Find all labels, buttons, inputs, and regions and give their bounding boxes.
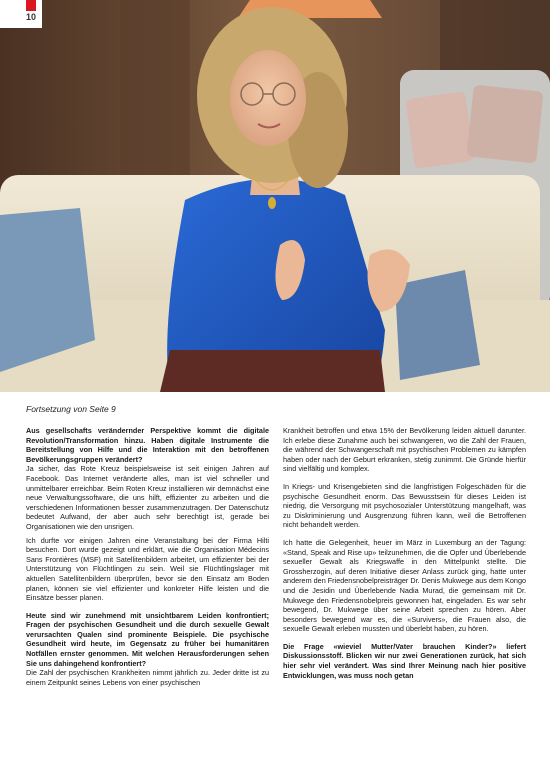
article-body <box>26 426 526 771</box>
patterned-cushion <box>395 270 480 380</box>
answer-paragraph: Krankheit betroffen und etwa 15% der Bevölkerung leiden aktuell darunter. Ich erlebe diese Zunahme auch bei schwangeren, wo die Zahl der Frauen, die während der Schwangerschaft mit psychischen Problemen zu kämpfen haben oder nach der Geburt erkranken, stetig zunimmt. Die Gründe hierfür sind vielfältig und komplex. <box>283 426 526 474</box>
patterned-skirt <box>160 350 385 392</box>
answer-paragraph: In Kriegs- und Krisengebieten sind die langfristigen Folgeschäden für die psychische Gesundheit enorm. Das Bewusstsein für dieses Leiden ist niedrig, die Versorgung mit psychosozialer Unterstützung mangelhaft, was zu Diskriminierung und Ausgrenzung führen kann, weil die Betroffenen nicht behandelt werden. <box>283 481 526 530</box>
answer-paragraph: Die Zahl der psychischen Krankheiten nimmt jährlich zu. Jeder dritte ist zu einem Zeitpunkt seines Lebens von einer psychischen <box>26 668 269 687</box>
page-number: 10 <box>26 12 37 22</box>
answer-paragraph: Ich durfte vor einigen Jahren eine Veranstaltung bei der Firma Hilti besuchen. Dort wurde gezeigt und erklärt, wie die Organisation Médecins Sans Frontières (MSF) mit Satellitenbildern arbeitet, um effizienter bei der Unterstützung von Flüchtlingen zu sein. Weil sie Flüchtlingslager mit aktuellen Satellitenbildern überprüfen, bevor sie den Einsatz am Boden planen, können sie viel effizienter und konkreter Hilfe leisten und die Einsätze besser planen. <box>26 535 269 603</box>
left-column <box>26 426 269 771</box>
answer-paragraph: Ich hatte die Gelegenheit, heuer im März in Luxemburg an der Tagung: «Stand, Speak and Rise up» teilzunehmen, die die Opfer und Überlebende sexueller Gewalt als Kriegswaffe in den Mittelpunkt stellte. Die Grossherzogin, auf deren Initiative dieser Anlass zurück ging, hatte unter anderem den Friedensnobelpreisträger Dr. Denis Mukwege aus dem Kongo und die Jesidin und Überlebende Nadia Murad, die gemeinsam mit Dr. Mukwege den Friedensnobelpreis gewonnen hat, eingeladen. Es war sehr bewegend, Dr. Mukwege über seine Arbeit sprechen zu hören. Aber besonders bewegend war es, die «Survivers», die Frauen also, die sexuelle Gewalt erleben mussten und überlebt haben, zu hören. <box>283 537 526 634</box>
right-column <box>283 426 526 771</box>
question-paragraph: Die Frage «wieviel Mutter/Vater brauchen Kinder?» liefert Diskussionsstoff. Blicken wir nur zwei Generationen zurück, hat sich hier sehr viel verändert. Was sind Ihrer Meinung nach hier positive Entwicklungen, was muss noch getan <box>283 641 526 680</box>
answer-paragraph: Ja sicher, das Rote Kreuz beispielsweise ist seit einigen Jahren auf Facebook. Das Internet veränderte alles, man ist viel schneller und unmittelbarer erreichbar. Beim Roten Kreuz installieren wir demnächst eine neue Verwaltungssoftware, die uns hilft, effizienter zu arbeiten und die verschiedenen Informationen besser zusammenzutragen. Der Datenschutz bedeutet Aufwand, der aber auch sehr berechtigt ist, gerade bei Organisationen wie den unsrigen. <box>26 464 269 531</box>
continuation-caption: Fortsetzung von Seite 9 <box>26 404 116 414</box>
question-paragraph: Aus gesellschafts verändernder Perspektive kommt die digitale Revolution/Transformation hinzu. Haben digitale Instrumente die Bereitstellung von Hilfe und die Interaktion mit den betroffenen Bevölkerungsgruppen verändert? <box>26 426 269 464</box>
red-accent-bar <box>26 0 36 11</box>
question-paragraph: Heute sind wir zunehmend mit unsichtbarem Leiden konfrontiert; Fragen der psychischen Gesundheit und die durch sexuelle Gewalt verursachten Qualen sind prominente Beispiele. Die psychische Gesundheit wird heute, im Gegensatz zu früher bei humanitären Notfällen ernster genommen. Mit welchen Herausforderungen sehen Sie uns dahingehend konfrontiert? <box>26 610 269 668</box>
page-number-tab <box>0 0 42 28</box>
